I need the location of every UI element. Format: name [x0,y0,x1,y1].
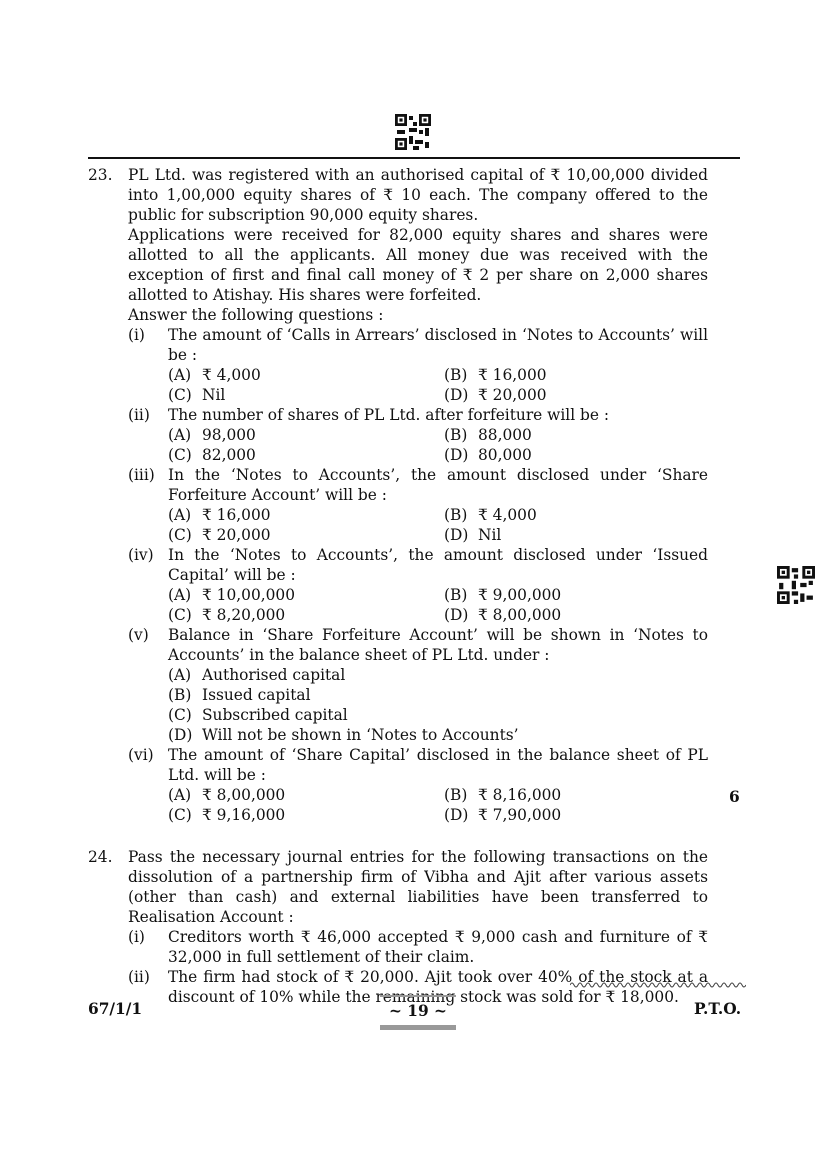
option-label: (D) [444,526,469,544]
option-label: (D) [444,386,469,404]
option-label: (B) [444,586,468,604]
option-label: (A) [168,366,192,384]
question-intro: Pass the necessary journal entries for the following transactions on the dissolution of a partnership firm of Vibha and Ajit after various assets (other than cash) and external liabilities have been transferred to Realisation Account : [128,848,708,926]
option-b [444,585,708,605]
pto-label: P.T.O. [694,1000,742,1018]
qr-code-icon [776,566,816,604]
sub-question-number: (iii) [128,466,155,484]
option-label: (D) [168,726,193,744]
sub-question-ii [128,405,708,465]
options-grid [168,505,708,545]
page-number-rule [380,1025,456,1030]
option-text: 88,000 [478,426,532,444]
sub-question-v [128,625,708,745]
option-label: (D) [444,806,469,824]
option-text: 80,000 [478,446,532,464]
option-label: (B) [444,786,468,804]
sub-question-text: In the ‘Notes to Accounts’, the amount disclosed under ‘Share Forfeiture Account’ will be : [168,466,708,504]
option-text: ₹ 20,000 [478,386,547,404]
option-text: ₹ 10,00,000 [202,586,296,604]
sub-question-number: (ii) [128,406,150,424]
header-rule [88,157,740,159]
marks-label: 6 [729,788,740,806]
options-grid [168,425,708,465]
options-grid [168,785,708,825]
sub-question-iv [128,545,708,625]
sub-question-vi [128,745,708,825]
paper-code: 67/1/1 [88,1000,143,1018]
option-text: Subscribed capital [202,706,348,724]
sub-question-text: The firm had stock of ₹ 20,000. Ajit took over 40% of the stock at a discount of 10% while the remaining stock was sold for ₹ 18,000. [168,968,708,1006]
option-a [168,365,444,385]
options-grid [168,585,708,625]
option-c [168,525,444,545]
option-a [168,665,708,685]
option-b [444,505,708,525]
sub-question-text: The amount of ‘Share Capital’ disclosed in the balance sheet of PL Ltd. will be : [168,746,708,784]
sub-question-number: (v) [128,626,149,644]
option-label: (C) [168,526,192,544]
sub-question-i [128,325,708,405]
sub-question-number: (iv) [128,546,154,564]
option-text: ₹ 8,00,000 [478,606,562,624]
question-number: 24. [88,848,113,866]
sub-question-number: (i) [128,928,145,946]
option-text: ₹ 7,90,000 [478,806,562,824]
option-text: ₹ 9,16,000 [202,806,286,824]
sub-question-text: Balance in ‘Share Forfeiture Account’ will be shown in ‘Notes to Accounts’ in the balance sheet of PL Ltd. under : [168,626,708,664]
qr-code-icon [395,113,431,151]
option-label: (B) [444,506,468,524]
option-text: Authorised capital [202,666,346,684]
option-a [168,585,444,605]
question-intro: PL Ltd. was registered with an authorised capital of ₹ 10,00,000 divided into 1,00,000 equity shares of ₹ 10 each. The company offered to the public for subscription 90,000 equity shares. [128,166,708,224]
option-text: Issued capital [202,686,311,704]
sub-question-number: (vi) [128,746,154,764]
option-label: (A) [168,786,192,804]
sub-question-iii [128,465,708,545]
option-text: ₹ 8,16,000 [478,786,562,804]
option-label: (B) [168,686,192,704]
option-a [168,785,444,805]
option-b [444,365,708,385]
option-d [444,445,708,465]
option-d [444,525,708,545]
option-label: (C) [168,606,192,624]
sub-question-text: The number of shares of PL Ltd. after forfeiture will be : [168,406,610,424]
continuation-squiggle [570,980,746,990]
option-a [168,505,444,525]
option-label: (A) [168,506,192,524]
option-d [444,805,708,825]
page-number-rule [380,995,456,997]
question-paragraph: Applications were received for 82,000 equity shares and shares were allotted to all the applicants. All money due was received with the exception of first and final call money of ₹ 2 per share on 2,000 shares allotted to Atishay. His shares were forfeited. [128,226,708,304]
option-text: Will not be shown in ‘Notes to Accounts’ [202,726,519,744]
option-label: (D) [444,606,469,624]
sub-question-text: The amount of ‘Calls in Arrears’ disclosed in ‘Notes to Accounts’ will be : [168,326,708,364]
option-c [168,385,444,405]
option-b [444,785,708,805]
option-label: (C) [168,386,192,404]
option-text: ₹ 8,00,000 [202,786,286,804]
option-label: (B) [444,426,468,444]
option-text: ₹ 16,000 [202,506,271,524]
sub-question-number: (i) [128,326,145,344]
option-b [168,685,708,705]
option-text: Nil [202,386,226,404]
option-c [168,445,444,465]
option-c [168,805,444,825]
option-text: 82,000 [202,446,256,464]
option-text: ₹ 4,000 [202,366,261,384]
option-text: ₹ 9,00,000 [478,586,562,604]
option-text: ₹ 16,000 [478,366,547,384]
option-label: (C) [168,446,192,464]
question-content [88,165,708,1007]
option-label: (B) [444,366,468,384]
page-number-text: ~ 19 ~ [389,1002,447,1020]
sub-question-text: In the ‘Notes to Accounts’, the amount disclosed under ‘Issued Capital’ will be : [168,546,708,584]
option-label: (C) [168,806,192,824]
sub-question-text: Creditors worth ₹ 46,000 accepted ₹ 9,000 cash and furniture of ₹ 32,000 in full settlement of their claim. [168,928,708,966]
option-d [444,385,708,405]
option-label: (A) [168,666,192,684]
option-d [168,725,708,745]
option-text: 98,000 [202,426,256,444]
sub-question-i [128,927,708,967]
option-label: (D) [444,446,469,464]
option-d [444,605,708,625]
options-grid [168,365,708,405]
option-b [444,425,708,445]
option-text: Nil [478,526,502,544]
option-label: (A) [168,426,192,444]
option-label: (A) [168,586,192,604]
question-prompt: Answer the following questions : [128,306,384,324]
option-text: ₹ 20,000 [202,526,271,544]
option-text: ₹ 4,000 [478,506,537,524]
option-a [168,425,444,445]
question-23 [88,165,708,825]
option-c [168,605,444,625]
option-text: ₹ 8,20,000 [202,606,286,624]
question-number: 23. [88,166,113,184]
sub-question-number: (ii) [128,968,150,986]
option-c [168,705,708,725]
option-label: (C) [168,706,192,724]
